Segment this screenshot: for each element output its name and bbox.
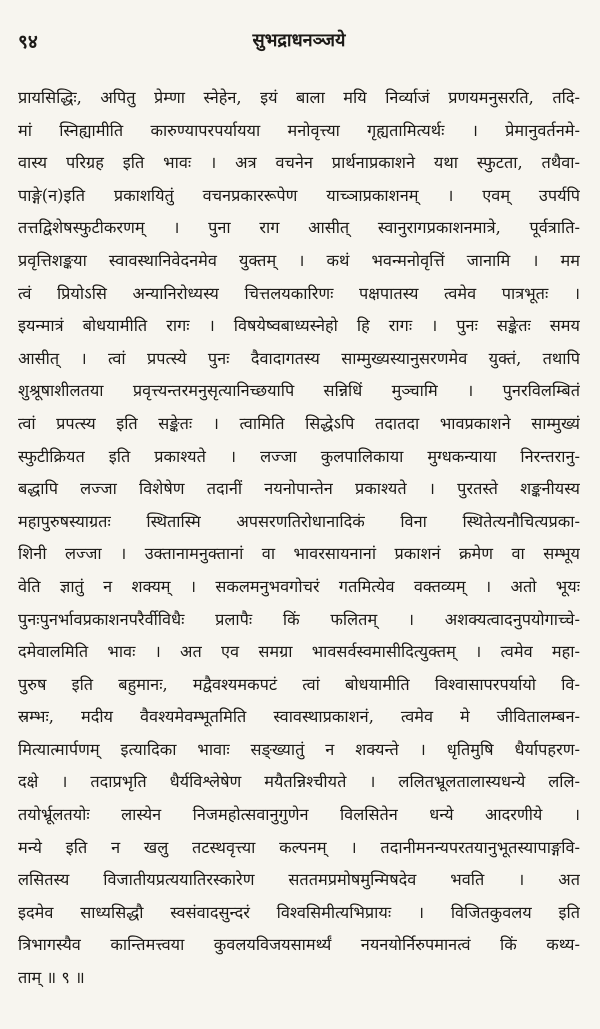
text-line: प्रवृत्तिशङ्कया स्वावस्थानिवेदनमेव युक्तम् । कथं भवन्मनोवृत्तिं जानामि । मम [18, 250, 580, 270]
text-line: वेति ज्ञातुं न शक्यम् । सकलमनुभवगोचरं गतमित्येव वक्तव्यम् । अतो भूयः [18, 576, 580, 596]
text-line: स्रम्भः, मदीय वैवश्यमेवम्भूतमिति स्वावस्थाप्रकाशनं, त्वमेव मे जीवितालम्बन- [18, 707, 580, 727]
text-line: महापुरुषस्याग्रतः स्थितास्मि अपसरणतिरोधानादिकं विना स्थितेत्यनौचित्यप्रका- [18, 511, 580, 531]
text-line: शुश्रूषाशीलतया प्रवृत्त्यन्तरमनुसृत्यानिच्छयापि सन्निधिं मुञ्चामि । पुनरविलम्बितं [18, 381, 580, 401]
page-number: ९४ [18, 31, 38, 53]
running-title: सुभद्राधनञ्जये [252, 30, 346, 51]
text-line: मित्यात्मार्पणम् इत्यादिका भावाः सङ्ख्यातुं न शक्यन्ते । धृतिमुषि धैर्यापहरण- [18, 739, 580, 759]
text-line: वास्य परिग्रह इति भावः । अत्र वचनेन प्रार्थनाप्रकाशने यथा स्फुटता, तथैवा- [18, 153, 580, 173]
text-line: पाङ्गे(न)इति प्रकाशयितुं वचनप्रकाररूपेण याच्ञाप्रकाशनम् । एवम् उपर्यपि [18, 185, 580, 205]
text-line: बद्धापि लज्जा विशेषेण तदानीं नयनोपान्तेन प्रकाश्यते । पुरतस्ते शङ्कनीयस्य [18, 479, 580, 499]
text-line: पुनःपुनर्भावप्रकाशनपरैर्वीविधैः प्रलापैः किं फलितम् । अशक्यत्वादनुपयोगाच्चे- [18, 609, 580, 629]
text-line: प्रायसिद्धिः, अपितु प्रेम्णा स्नेहेन, इयं बाला मयि निर्व्याजं प्रणयमनुसरति, तदि- [18, 88, 580, 107]
text-line: इयन्मात्रं बोधयामीति रागः । विषयेष्वबाध्यस्नेहो हि रागः । पुनः सङ्केतः समय [18, 316, 580, 336]
text-line: शिनी लज्जा । उक्तानामनुक्तानां वा भावरसायनानां प्रकाशनं क्रमेण वा सम्भूय [18, 544, 580, 564]
text-line: मन्ये इति न खलु तटस्थवृत्त्या कल्पनम् । तदानीमनन्यपरतयानुभूतस्यापाङ्गवि- [18, 837, 580, 857]
text-line: त्रिभागस्यैव कान्तिमत्त्वया कुवलयविजयसामर्थ्यं नयनयोर्निरुपमानत्वं किं कथ्य- [18, 935, 580, 955]
text-line: मां स्निह्यामीति कारुण्यापरपर्यायया मनोवृत्त्या गृह्यतामित्यर्थः । प्रेमानुवर्तनमे- [18, 120, 580, 140]
text-line: पुरुष इति बहुमानः, मद्वैवश्यमकपटं त्वां बोधयामीति विश्वासापरपर्यायो वि- [18, 674, 580, 694]
text-line: तयोर्भ्रूलतयोः लास्येन निजमहोत्सवानुगुणेन विलसितेन धन्ये आदरणीये । [18, 805, 580, 825]
text-line: दमेवालमिति भावः । अत एव समग्रा भावसर्वस्वमासीदित्युक्तम् । त्वमेव महा- [18, 642, 580, 662]
text-line: इदमेव साध्यसिद्धौ स्वसंवादसुन्दरं विश्वसिमीत्यभिप्रायः । विजितकुवलय इति [18, 902, 580, 922]
commentary-text [18, 82, 580, 995]
page-header [18, 28, 580, 62]
text-line: लसितस्य विजातीयप्रत्ययातिरस्कारेण सततमप्रमोषमुन्मिषदेव भवति । अत [18, 870, 580, 890]
text-line: आसीत् । त्वां प्रपत्स्ये पुनः दैवादागतस्य साम्मुख्यस्यानुसरणमेव युक्तं, तथापि [18, 348, 580, 368]
text-line: त्वं प्रियोऽसि अन्यानिरोध्यस्य चित्तलयकारिणः पक्षपातस्य त्वमेव पात्रभूतः । [18, 283, 580, 303]
text-line: स्फुटीक्रियत इति प्रकाश्यते । लज्जा कुलपालिकाया मुग्धकन्याया निरन्तरानु- [18, 446, 580, 466]
text-line: ताम् ॥ ९ ॥ [18, 968, 85, 988]
text-line: दक्षे । तदाप्रभृति धैर्यविश्लेषेण मयैतन्निश्चीयते । ललितभ्रूलतालास्यधन्ये ललि- [18, 772, 580, 792]
text-line: त्वां प्रपत्स्य इति सङ्केतः । त्वामिति सिद्धेऽपि तदातदा भावप्रकाशने साम्मुख्यं [18, 413, 580, 433]
text-line: तत्तद्विशेषस्फुटीकरणम् । पुना राग आसीत् स्वानुरागप्रकाशनमात्रे, पूर्वत्राति- [18, 218, 580, 238]
